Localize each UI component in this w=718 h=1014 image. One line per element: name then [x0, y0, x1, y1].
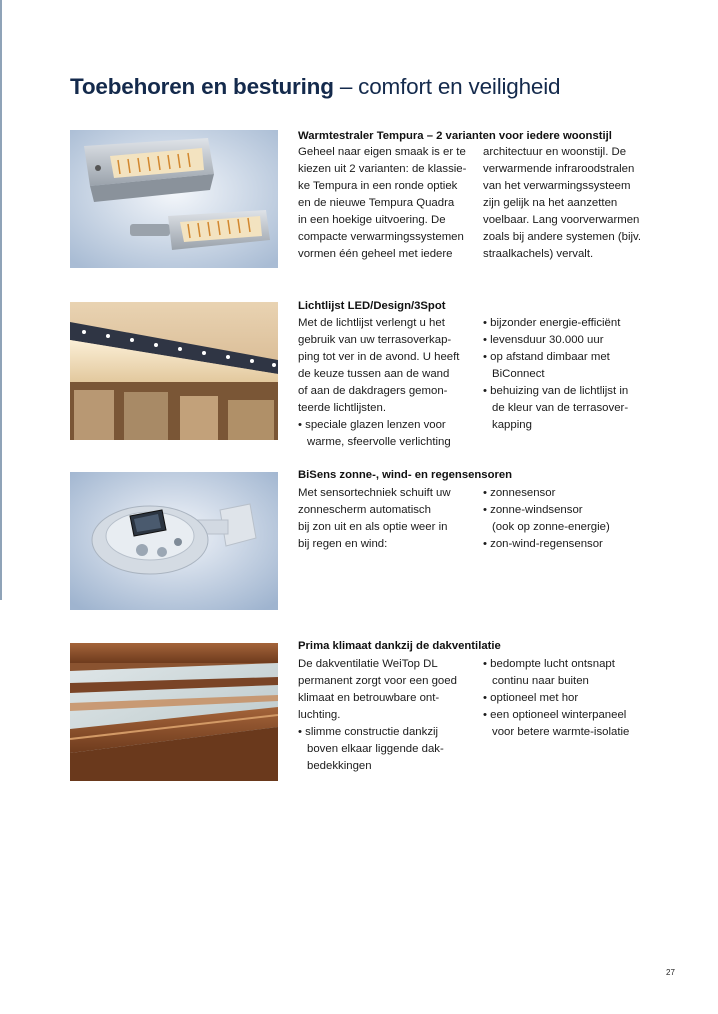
body-column-right: • zonnesensor • zonne-windsensor (ook op zonne-energie) • zon-wind-regensensor — [483, 487, 610, 550]
body-column-right: • bijzonder energie-efficiënt • levensduur 30.000 uur • op afstand dimbaar met BiConnect • behuizing van de lichtlijst in de kleur van de terrasover- kapping — [483, 317, 629, 431]
body-column-right: • bedompte lucht ontsnapt continu naar buiten • optioneel met hor • een optioneel winterpaneel voor betere warmte-isolatie — [483, 658, 630, 738]
body-column-right: architectuur en woonstijl. De verwarmende infraroodstralen van het verwarmingssysteem zijn gelijk na het aanzetten voelbaar. Lang voorverwarmen zoals bij andere systemen (bijv. straalkachels) vervalt. — [483, 146, 642, 260]
section-heading: Warmtestraler Tempura – 2 varianten voor iedere woonstijl — [298, 130, 612, 142]
page-title: Toebehoren en besturing – comfort en veiligheid — [70, 74, 561, 99]
light-strip-photo — [70, 302, 278, 440]
section-heading: Lichtlijst LED/Design/3Spot — [298, 300, 446, 312]
ventilation-photo — [70, 643, 278, 781]
body-column-left: De dakventilatie WeiTop DL permanent zorgt voor een goed klimaat en betrouwbare ont- luchting. • slimme constructie dankzij boven elkaar liggende dak- bedekkingen — [298, 658, 457, 772]
body-column-left: Met de lichtlijst verlengt u het gebruik van uw terrasoverkap- ping tot ver in de avond. U heeft de keuze tussen aan de wand of aan de dakdragers gemon- teerde lichtlijsten. • speciale glazen lenzen voor warme, sfeervolle verlichting — [298, 317, 460, 448]
section-heading: BiSens zonne-, wind- en regensensoren — [298, 469, 513, 481]
sensor-photo — [70, 472, 278, 610]
heater-photo — [70, 130, 278, 268]
section-heading: Prima klimaat dankzij de dakventilatie — [298, 640, 501, 652]
page-edge — [0, 0, 2, 600]
page-number: 27 — [666, 968, 675, 977]
body-column-left: Met sensortechniek schuift uw zonnescherm automatisch bij zon uit en als optie weer in bij regen en wind: — [298, 487, 451, 550]
body-column-left: Geheel naar eigen smaak is er te kiezen uit 2 varianten: de klassie- ke Tempura in een ronde optiek en de nieuwe Tempura Quadra in een hoekige uitvoering. De compacte verwarmingssystemen vormen één geheel met iedere — [298, 146, 467, 260]
